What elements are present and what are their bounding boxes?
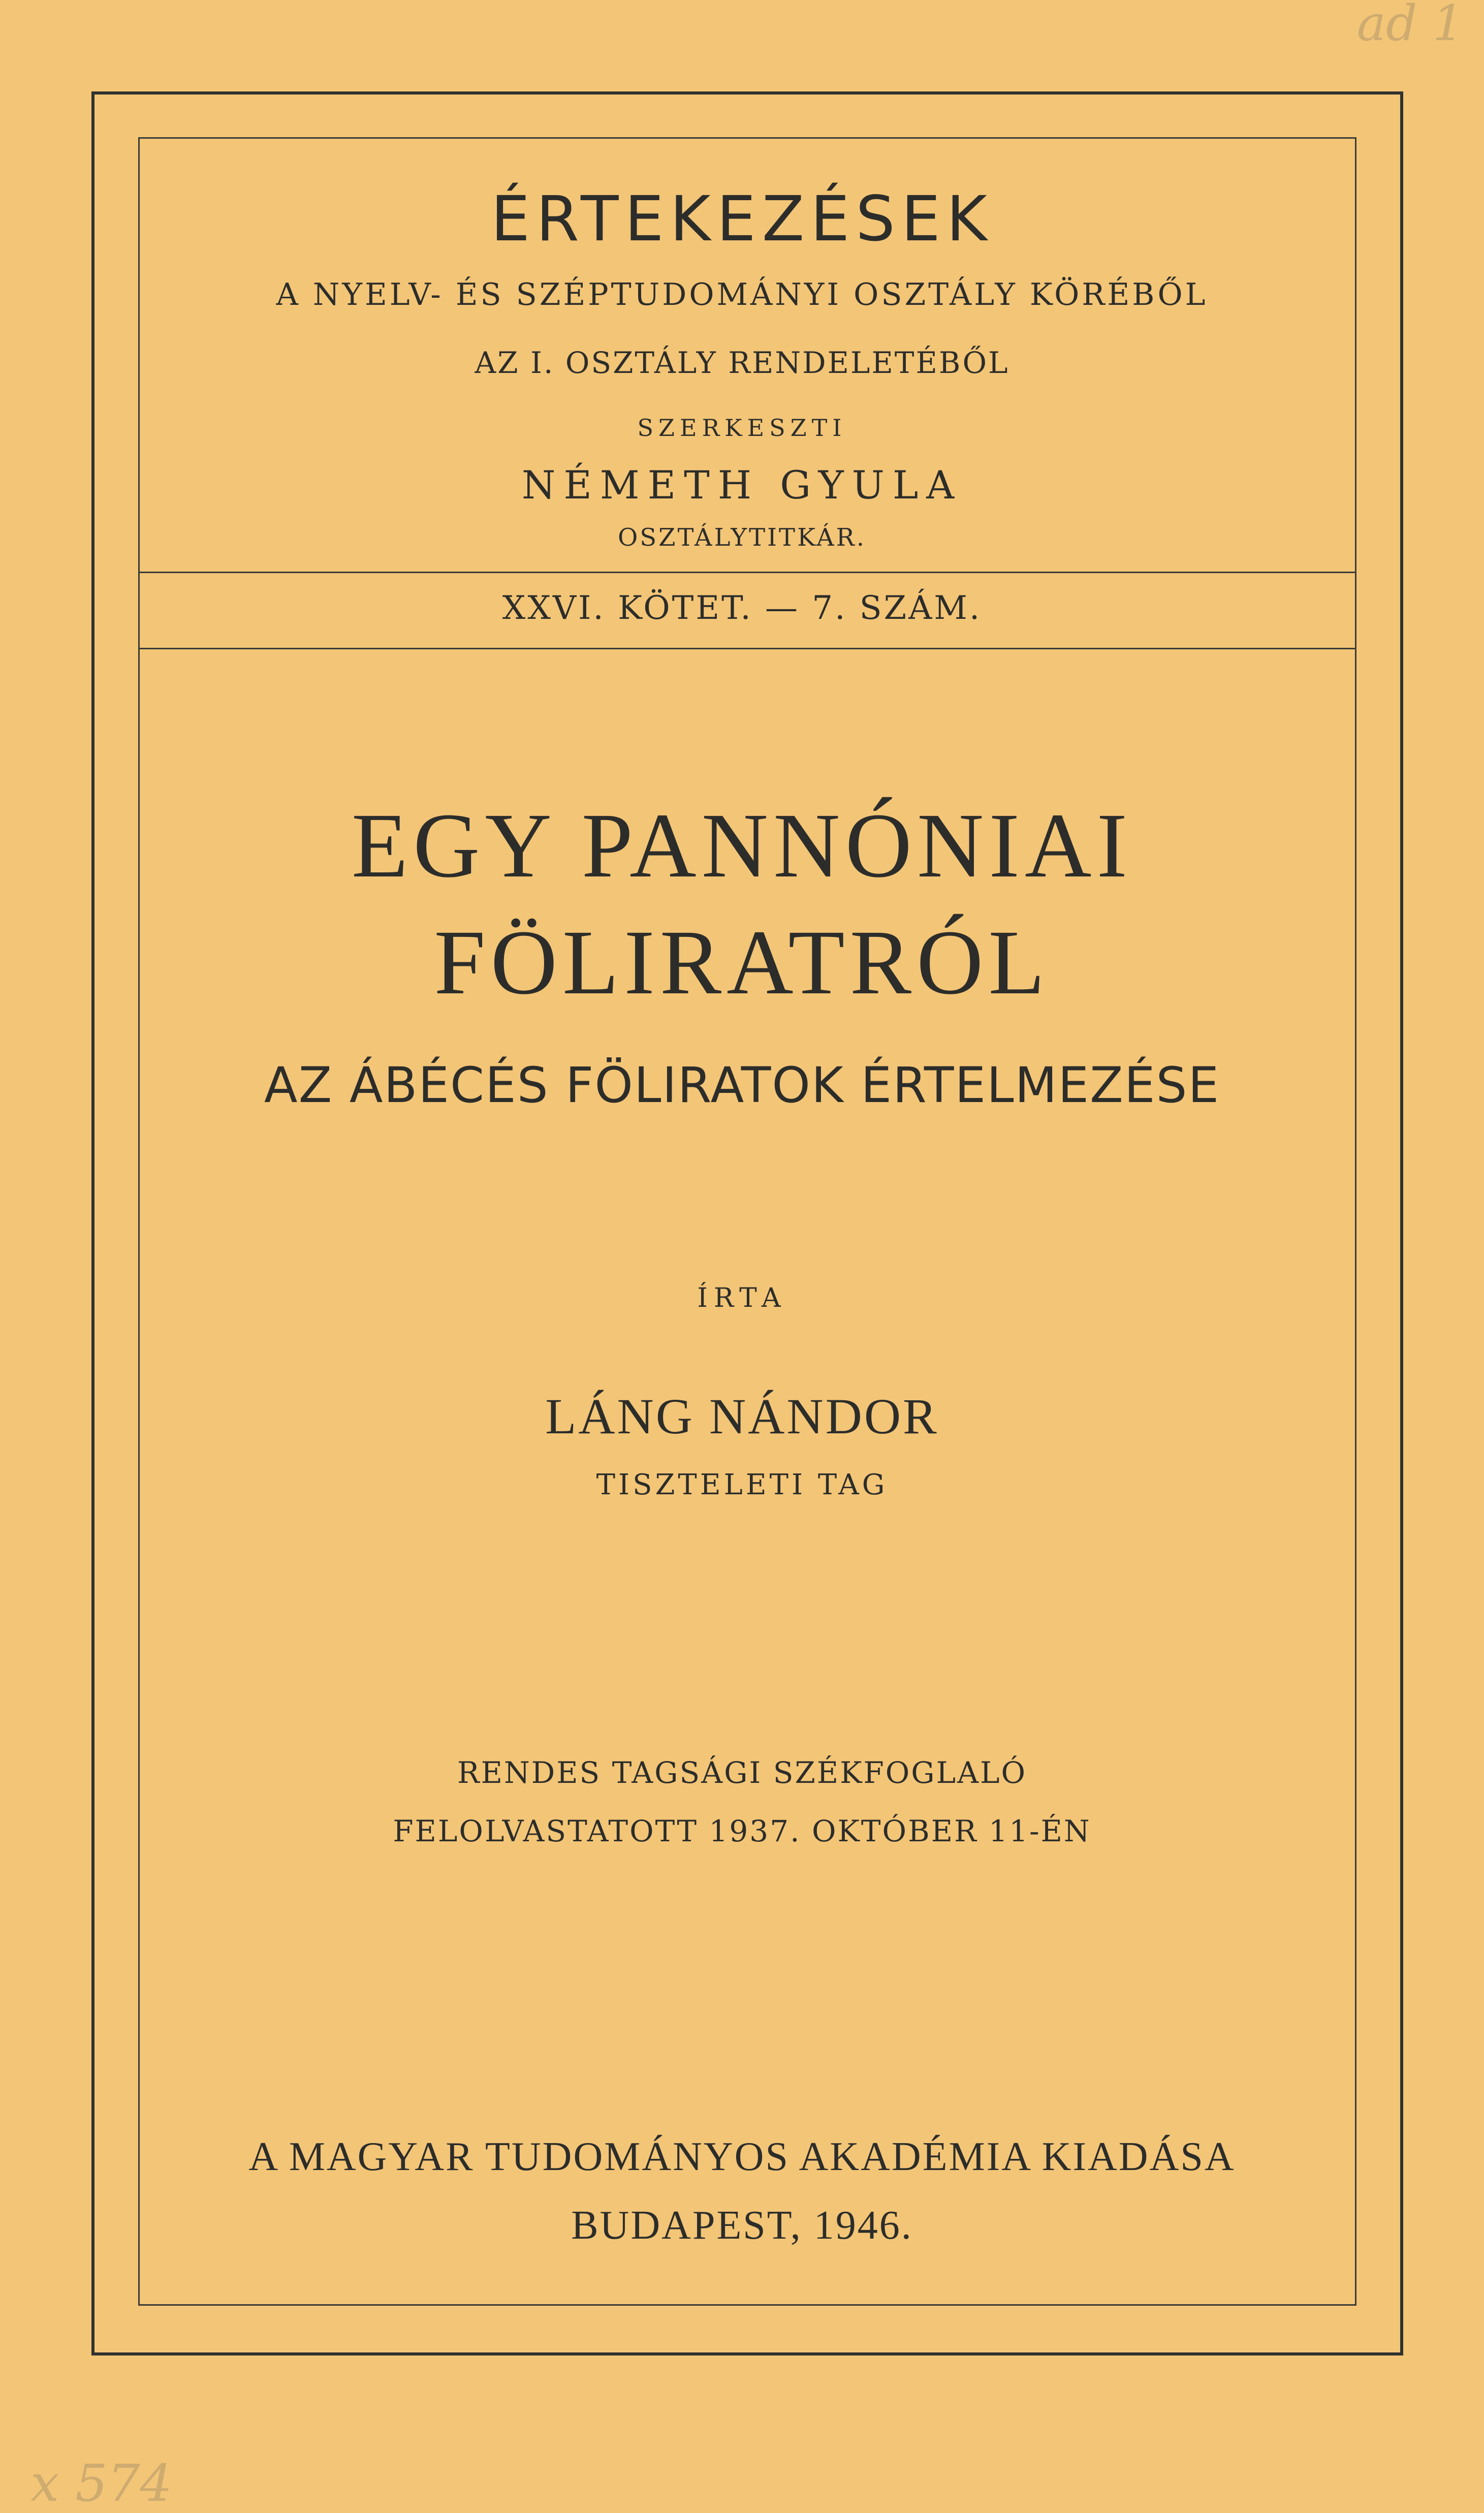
series-subtitle-2: AZ I. OSZTÁLY RENDELETÉBŐL <box>475 345 1009 380</box>
author-role: TISZTELETI TAG <box>596 1468 888 1501</box>
title-line-2: FÖLIRATRÓL <box>434 912 1050 1014</box>
title-line-1: EGY PANNÓNIAI <box>351 795 1133 897</box>
author-name: LÁNG NÁNDOR <box>545 1388 939 1444</box>
occasion-note-2: FELOLVASTATOTT 1937. OKTÓBER 11-ÉN <box>393 1814 1091 1848</box>
editor-role: OSZTÁLYTITKÁR. <box>617 523 867 552</box>
divider-bottom <box>138 648 1356 649</box>
occasion-note-1: RENDES TAGSÁGI SZÉKFOGLALÓ <box>457 1755 1027 1790</box>
volume-number: XXVI. KÖTET. — 7. SZÁM. <box>502 589 982 627</box>
place-year: BUDAPEST, 1946. <box>571 2203 913 2248</box>
editor-label: SZERKESZTI <box>637 414 847 442</box>
publisher: A MAGYAR TUDOMÁNYOS AKADÉMIA KIADÁSA <box>248 2134 1236 2179</box>
pencil-annotation-bottom: x 574 <box>30 2454 173 2513</box>
wrote-label: ÍRTA <box>697 1283 787 1313</box>
series-subtitle-1: A NYELV- ÉS SZÉPTUDOMÁNYI OSZTÁLY KÖRÉBŐL <box>276 277 1208 312</box>
pencil-annotation-top: ad 1 <box>1356 0 1464 52</box>
series-title: ÉRTEKEZÉSEK <box>491 183 993 255</box>
work-subtitle: AZ ÁBÉCÉS FÖLIRATOK ÉRTELMEZÉSE <box>264 1057 1220 1114</box>
divider-top <box>138 572 1356 573</box>
editor-name: NÉMETH GYULA <box>521 462 963 508</box>
